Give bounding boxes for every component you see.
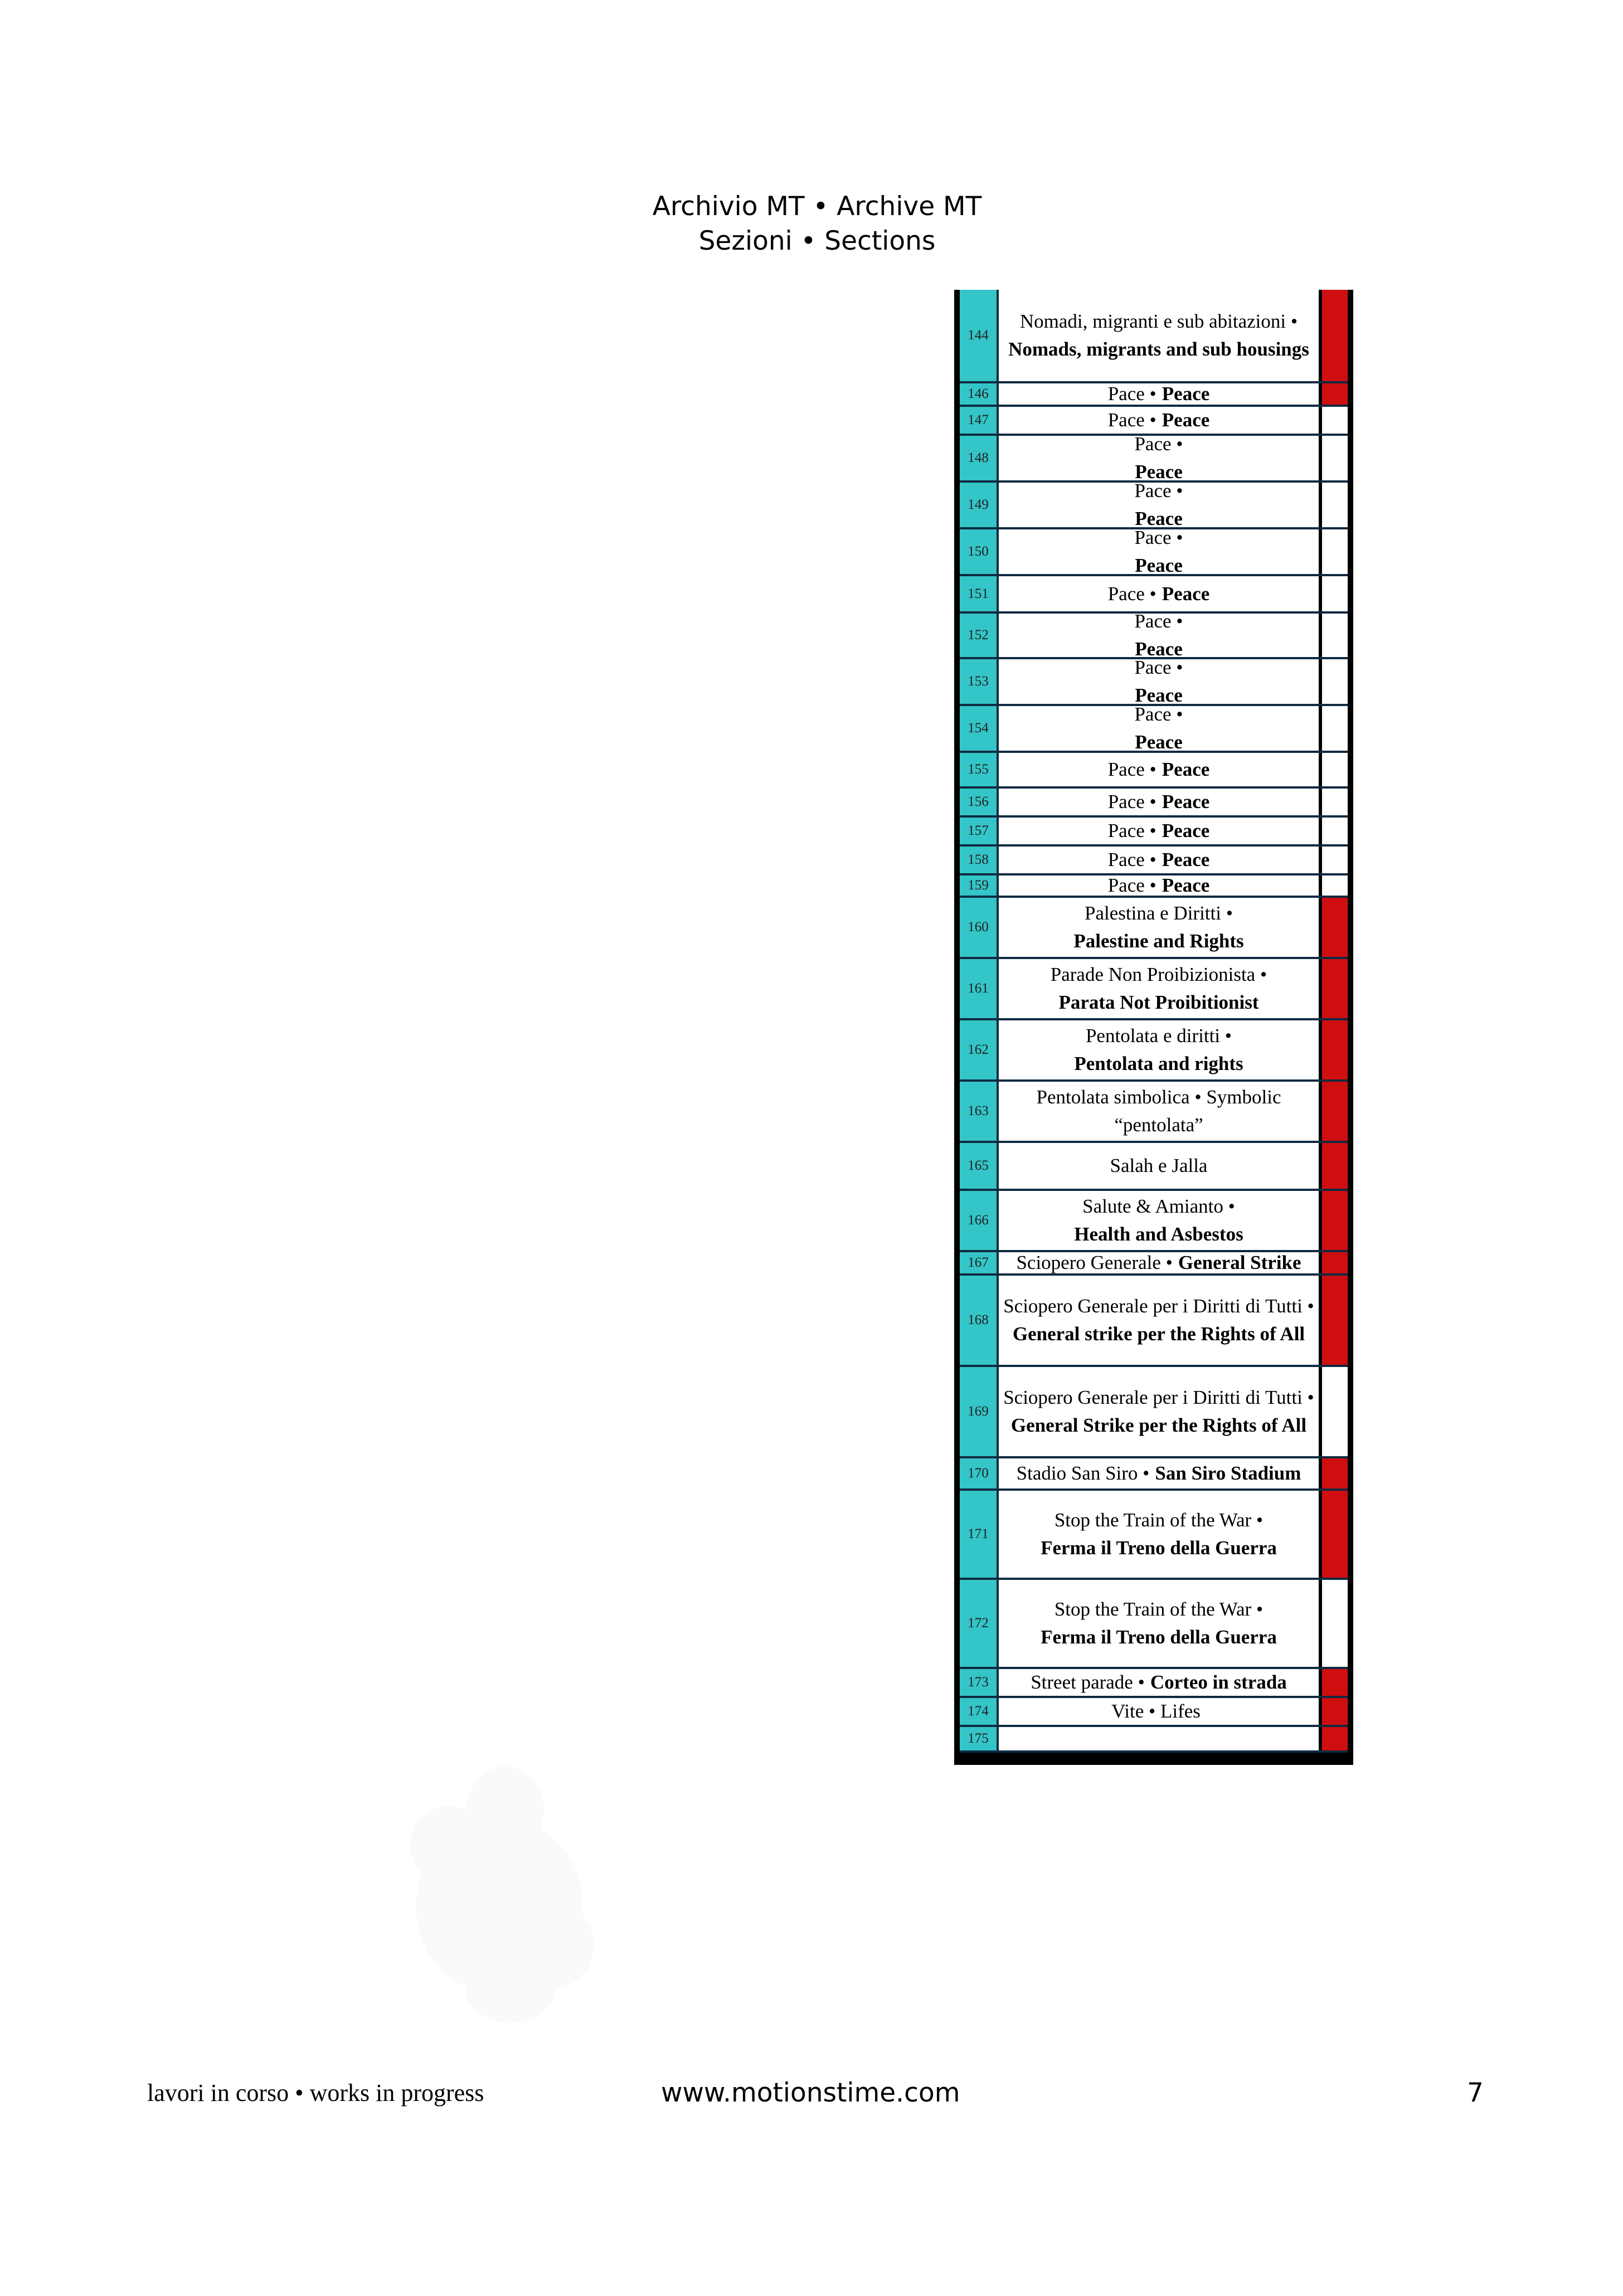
section-label-it: Pace • bbox=[1107, 409, 1156, 431]
section-row bbox=[960, 1082, 1348, 1143]
section-label bbox=[999, 383, 1319, 405]
section-label bbox=[999, 818, 1319, 844]
section-number: 160 bbox=[960, 898, 999, 957]
section-label-en: Peace bbox=[1135, 638, 1183, 657]
section-label bbox=[999, 753, 1319, 786]
section-label-en: Parata Not Proibitionist bbox=[1058, 991, 1259, 1013]
section-label-en: Peace bbox=[1162, 758, 1210, 780]
status-flag bbox=[1319, 1143, 1348, 1189]
section-number: 169 bbox=[960, 1367, 999, 1456]
section-label-it: Pace • bbox=[1134, 614, 1183, 632]
section-label-it: Pace • bbox=[1107, 791, 1156, 813]
section-number: 153 bbox=[960, 659, 999, 704]
page-number: 7 bbox=[1467, 2078, 1484, 2108]
section-row bbox=[960, 706, 1348, 753]
section-number: 173 bbox=[960, 1669, 999, 1696]
status-flag bbox=[1319, 753, 1348, 786]
section-row bbox=[960, 1367, 1348, 1458]
section-label-it: Pentolata e diritti • bbox=[1085, 1025, 1232, 1047]
section-label-it: Pace • bbox=[1107, 849, 1156, 870]
section-number: 166 bbox=[960, 1191, 999, 1250]
section-number: 154 bbox=[960, 706, 999, 751]
section-number: 167 bbox=[960, 1252, 999, 1273]
section-label-en: Peace bbox=[1162, 791, 1210, 813]
section-label-it: Sciopero Generale per i Diritti di Tutti • bbox=[1003, 1387, 1314, 1408]
status-flag bbox=[1319, 1698, 1348, 1725]
section-label-it: Parade Non Proibizionista • bbox=[1050, 964, 1267, 985]
section-label bbox=[999, 483, 1319, 527]
section-label-en: General strike per the Rights of All bbox=[1012, 1323, 1305, 1345]
section-number: 158 bbox=[960, 847, 999, 873]
section-label bbox=[999, 1191, 1319, 1250]
status-flag bbox=[1319, 529, 1348, 574]
status-flag bbox=[1319, 1669, 1348, 1696]
section-label bbox=[999, 789, 1319, 815]
section-label bbox=[999, 659, 1319, 704]
section-label-it: Pace • bbox=[1107, 820, 1156, 841]
section-number: 161 bbox=[960, 959, 999, 1018]
section-label-en: San Siro Stadium bbox=[1155, 1462, 1301, 1484]
section-row bbox=[960, 847, 1348, 875]
section-row bbox=[960, 383, 1348, 407]
section-row bbox=[960, 290, 1348, 383]
section-label bbox=[999, 1020, 1319, 1079]
section-label-en: Ferma il Treno della Guerra bbox=[1041, 1626, 1277, 1648]
section-label bbox=[999, 1252, 1319, 1273]
section-row bbox=[960, 483, 1348, 529]
section-number: 148 bbox=[960, 436, 999, 480]
section-row bbox=[960, 959, 1348, 1020]
section-label-en: Peace bbox=[1135, 461, 1183, 480]
section-label-en: Corteo in strada bbox=[1150, 1671, 1287, 1693]
section-label-it: Pace • bbox=[1134, 706, 1183, 725]
section-row bbox=[960, 436, 1348, 483]
section-number: 146 bbox=[960, 383, 999, 405]
section-label-en: Palestine and Rights bbox=[1073, 930, 1244, 952]
section-label bbox=[999, 576, 1319, 611]
section-label-it: Stop the Train of the War • bbox=[1054, 1598, 1264, 1620]
section-label bbox=[999, 1082, 1319, 1141]
section-label-it: Palestina e Diritti • bbox=[1085, 902, 1233, 924]
section-number: 149 bbox=[960, 483, 999, 527]
section-number: 159 bbox=[960, 875, 999, 896]
section-row bbox=[960, 1252, 1348, 1276]
section-label-it: Nomadi, migranti e sub abitazioni • bbox=[1019, 310, 1298, 332]
section-label-en: Peace bbox=[1135, 731, 1183, 751]
section-row bbox=[960, 614, 1348, 659]
section-number: 174 bbox=[960, 1698, 999, 1725]
section-label-it: Salute & Amianto • bbox=[1082, 1195, 1235, 1217]
section-label bbox=[999, 1698, 1319, 1725]
section-row bbox=[960, 576, 1348, 614]
section-number: 151 bbox=[960, 576, 999, 611]
status-flag bbox=[1319, 383, 1348, 405]
section-number: 155 bbox=[960, 753, 999, 786]
section-number: 165 bbox=[960, 1143, 999, 1189]
section-row bbox=[960, 875, 1348, 898]
section-label bbox=[999, 290, 1319, 381]
section-label bbox=[999, 1727, 1319, 1750]
section-label-it: Pace • bbox=[1134, 659, 1183, 678]
section-label bbox=[999, 1143, 1319, 1189]
status-flag bbox=[1319, 614, 1348, 657]
section-number: 172 bbox=[960, 1580, 999, 1667]
section-label bbox=[999, 875, 1319, 896]
status-flag bbox=[1319, 1458, 1348, 1488]
section-label-en: Peace bbox=[1135, 554, 1183, 574]
section-number: 147 bbox=[960, 407, 999, 434]
section-row bbox=[960, 1727, 1348, 1753]
section-label-it: Pace • bbox=[1107, 582, 1156, 605]
footer-tagline: lavori in corso • works in progress bbox=[147, 2079, 484, 2107]
section-label-en: Peace bbox=[1135, 508, 1183, 527]
status-flag bbox=[1319, 436, 1348, 480]
section-label-it: Salah e Jalla bbox=[1110, 1155, 1208, 1176]
section-label-it: Street parade • bbox=[1031, 1671, 1145, 1693]
section-label bbox=[999, 847, 1319, 873]
section-label bbox=[999, 1367, 1319, 1456]
section-label-en: Peace bbox=[1162, 383, 1210, 405]
footer-website-link[interactable]: www.motionstime.com bbox=[661, 2078, 960, 2108]
section-label bbox=[999, 1491, 1319, 1578]
section-label-it: Pace • bbox=[1134, 436, 1183, 455]
section-row bbox=[960, 1276, 1348, 1367]
status-flag bbox=[1319, 1580, 1348, 1667]
section-label-en: Peace bbox=[1162, 409, 1210, 431]
section-row bbox=[960, 1143, 1348, 1191]
status-flag bbox=[1319, 898, 1348, 957]
section-label-en: Peace bbox=[1135, 684, 1183, 704]
section-number: 168 bbox=[960, 1276, 999, 1365]
status-flag bbox=[1319, 659, 1348, 704]
section-label-en: Peace bbox=[1162, 875, 1210, 896]
section-row bbox=[960, 529, 1348, 576]
section-label-it: Pace • bbox=[1134, 529, 1183, 548]
status-flag bbox=[1319, 1082, 1348, 1141]
section-label bbox=[999, 898, 1319, 957]
section-label-en: Peace bbox=[1162, 820, 1210, 841]
section-row bbox=[960, 1458, 1348, 1491]
section-row bbox=[960, 898, 1348, 959]
section-label bbox=[999, 529, 1319, 574]
status-flag bbox=[1319, 483, 1348, 527]
section-label bbox=[999, 1580, 1319, 1667]
section-label-it: Pentolata simbolica • Symbolic “pentolata” bbox=[1036, 1086, 1281, 1136]
section-label bbox=[999, 407, 1319, 434]
section-label bbox=[999, 1276, 1319, 1365]
status-flag bbox=[1319, 1276, 1348, 1365]
section-number: 144 bbox=[960, 290, 999, 381]
section-label-en: Pentolata and rights bbox=[1074, 1053, 1243, 1074]
section-label-it: Pace • bbox=[1107, 383, 1156, 405]
status-flag bbox=[1319, 875, 1348, 896]
section-row bbox=[960, 1669, 1348, 1698]
section-row bbox=[960, 407, 1348, 436]
section-number: 171 bbox=[960, 1491, 999, 1578]
header-title: Archivio MT • Archive MT bbox=[652, 191, 982, 222]
section-label bbox=[999, 959, 1319, 1018]
section-row bbox=[960, 1491, 1348, 1580]
page-header bbox=[589, 189, 1046, 259]
section-row bbox=[960, 818, 1348, 847]
status-flag bbox=[1319, 789, 1348, 815]
section-row bbox=[960, 1580, 1348, 1669]
section-label-en: Peace bbox=[1162, 849, 1210, 870]
status-flag bbox=[1319, 847, 1348, 873]
section-number: 152 bbox=[960, 614, 999, 657]
status-flag bbox=[1319, 1491, 1348, 1578]
section-label-it: Sciopero Generale per i Diritti di Tutti • bbox=[1003, 1295, 1314, 1317]
status-flag bbox=[1319, 706, 1348, 751]
status-flag bbox=[1319, 959, 1348, 1018]
section-row bbox=[960, 1191, 1348, 1252]
section-label bbox=[999, 614, 1319, 657]
section-number: 157 bbox=[960, 818, 999, 844]
section-number: 163 bbox=[960, 1082, 999, 1141]
section-label bbox=[999, 1458, 1319, 1488]
section-number: 162 bbox=[960, 1020, 999, 1079]
section-label bbox=[999, 436, 1319, 480]
section-label-it: Vite • Lifes bbox=[1111, 1700, 1201, 1722]
watermark-figure bbox=[399, 1761, 600, 2029]
section-number: 175 bbox=[960, 1727, 999, 1750]
section-row bbox=[960, 789, 1348, 818]
sections-table bbox=[954, 290, 1353, 1765]
section-label bbox=[999, 706, 1319, 751]
section-row bbox=[960, 1020, 1348, 1082]
status-flag bbox=[1319, 818, 1348, 844]
section-label-en: General Strike per the Rights of All bbox=[1010, 1414, 1307, 1436]
section-number: 170 bbox=[960, 1458, 999, 1488]
section-number: 150 bbox=[960, 529, 999, 574]
section-label bbox=[999, 1669, 1319, 1696]
status-flag bbox=[1319, 1252, 1348, 1273]
section-label-en: Peace bbox=[1162, 582, 1210, 605]
section-label-en: Health and Asbestos bbox=[1074, 1223, 1243, 1245]
status-flag bbox=[1319, 1727, 1348, 1750]
status-flag bbox=[1319, 407, 1348, 434]
status-flag bbox=[1319, 576, 1348, 611]
status-flag bbox=[1319, 1367, 1348, 1456]
section-label-it: Pace • bbox=[1134, 483, 1183, 502]
section-label-en: General Strike bbox=[1178, 1252, 1301, 1273]
status-flag bbox=[1319, 1020, 1348, 1079]
section-label-en: Ferma il Treno della Guerra bbox=[1041, 1537, 1277, 1559]
section-label-it: Stop the Train of the War • bbox=[1054, 1509, 1264, 1531]
status-flag bbox=[1319, 290, 1348, 381]
status-flag bbox=[1319, 1191, 1348, 1250]
section-label-it: Stadio San Siro • bbox=[1016, 1462, 1150, 1484]
section-row bbox=[960, 1698, 1348, 1727]
section-number: 156 bbox=[960, 789, 999, 815]
section-label-it: Pace • bbox=[1107, 875, 1156, 896]
header-subtitle: Sezioni • Sections bbox=[698, 226, 936, 256]
section-row bbox=[960, 753, 1348, 789]
section-label-en: Nomads, migrants and sub housings bbox=[1008, 338, 1309, 360]
section-label-it: Pace • bbox=[1107, 758, 1156, 780]
section-label-it: Sciopero Generale • bbox=[1016, 1252, 1173, 1273]
section-row bbox=[960, 659, 1348, 706]
